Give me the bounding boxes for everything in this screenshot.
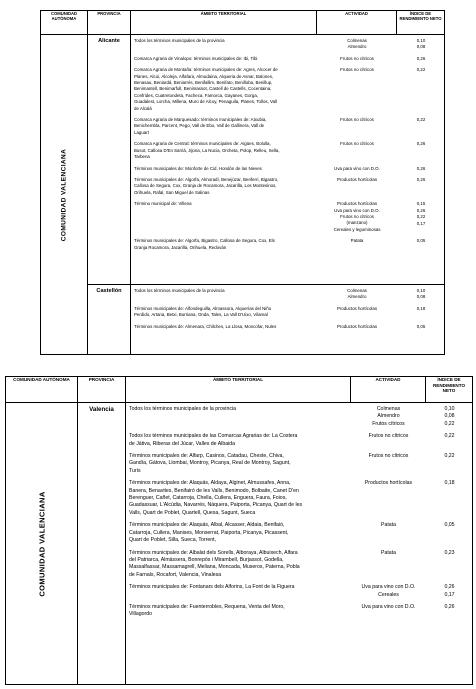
indice-value: 0,26	[444, 584, 455, 591]
act-cell	[351, 433, 426, 448]
act-cell	[317, 177, 397, 196]
ambito-text: Todos los términos municipales de la provincia	[134, 288, 225, 293]
actividad-text: Productos hortícolas	[336, 176, 378, 182]
idx-cell	[397, 324, 445, 330]
ambito-cell	[126, 453, 351, 475]
province-name: Castellón	[88, 285, 131, 355]
indice-value: 0,10	[416, 38, 426, 43]
act-cell	[317, 201, 397, 233]
ambito-cell	[126, 522, 351, 544]
indice-value: 0,26	[416, 55, 426, 61]
act-cell	[351, 406, 426, 428]
indice-value: 0,05	[416, 238, 426, 244]
actividad-text: (manzano)	[346, 220, 368, 226]
act-cell	[317, 238, 397, 251]
table-row	[126, 433, 472, 448]
actividad-text: Frutos no cítricos	[368, 453, 409, 460]
header-ccaa: COMUNIDAD AUTÓNOMA	[41, 11, 88, 35]
header-provincia: PROVINCIA	[88, 11, 131, 35]
ambito-text: Términos municipales de: Almenara, Chilches, La Llosa, Moncofar, Nules	[134, 323, 277, 329]
ambito-text: Laguart	[134, 129, 149, 135]
idx-cell	[397, 177, 445, 196]
act-cell	[317, 67, 397, 112]
table-row	[126, 453, 472, 475]
table-row	[131, 166, 444, 172]
header-provincia: PROVINCIA	[78, 377, 126, 403]
ambito-text: Comarca Agraria de Central: términos municipales de: Aigües, Bolulla,	[134, 141, 271, 147]
ambito-text: Términos municipales de: Alaquás, Aldaya, Alginet, Almussafes, Anna,	[129, 480, 291, 487]
table-row	[126, 584, 472, 599]
ambito-text: Benasau, Beniardá, Beniarrés, Benifallim, Benifato, Benilloba, Benillup,	[134, 80, 273, 86]
ambito-text: Villagordo	[129, 611, 152, 618]
indice-value: 0,22	[444, 420, 455, 427]
act-cell	[317, 306, 397, 319]
idx-cell	[426, 406, 473, 428]
indice-value: 0,26	[416, 165, 426, 171]
idx-cell	[426, 584, 473, 599]
actividad-text: Cereales	[378, 591, 399, 598]
entries-cell	[126, 403, 473, 685]
idx-cell	[397, 67, 445, 112]
actividad-text: Patata	[381, 522, 396, 529]
indice-value: 0,26	[444, 603, 455, 610]
indice-value: 0,05	[444, 522, 455, 529]
ambito-text: Términos municipales de: Algorfa, Bigastro, Callosa de Segura, Cox, Els	[134, 238, 275, 244]
idx-cell	[397, 238, 445, 251]
ambito-text: Perdido, Artana, Betxi, Burriana, Onda, Tales, La Vall D'Uixo, Vilareal	[134, 312, 268, 318]
actividad-text: Colmenas	[376, 406, 401, 412]
ambito-text: Términos municipales de: Monforte de Cid, Hondón de las Nieves	[134, 165, 262, 171]
indice-value: 0,22	[444, 453, 455, 460]
table-row	[131, 67, 444, 112]
ambito-text: Términos municipales de: Fontanars dels Alforins, La Font de la Figuera	[129, 584, 295, 591]
ambito-text: Términos municipales de: Alaquás, Albal, Alcasser, Aldaia, Benifaió,	[129, 522, 285, 529]
ambito-cell	[131, 166, 317, 172]
province-row-alicante	[41, 35, 445, 285]
ccaa-label: COMUNIDAD VALENCIANA	[37, 490, 46, 597]
table-row	[131, 306, 444, 319]
table-row	[126, 480, 472, 517]
act-cell	[351, 604, 426, 619]
province-row-valencia	[6, 403, 473, 685]
ambito-text: del Patriarca, Almàssera, Bonrepòs i Mirambell, Burjassot, Godella,	[129, 556, 284, 563]
actividad-text: Almendro	[377, 413, 400, 420]
table-row	[131, 38, 444, 51]
ccaa-cell	[6, 403, 78, 685]
ambito-text: Términos municipales de: Albalat dels Sorells, Alboraya, Albuixech, Alfara	[129, 549, 298, 556]
act-cell	[351, 453, 426, 475]
indice-value: 0,08	[416, 294, 426, 300]
ambito-text: Término municipal de: Villena	[134, 201, 192, 207]
actividad-text: Frutos no cítricos	[340, 117, 374, 123]
act-cell	[351, 522, 426, 544]
ambito-text: Todos los términos municipales de las Comarcas Agrarias de: La Costera	[129, 433, 298, 440]
actividad-text: Uva para vino con D.O.	[334, 165, 380, 171]
ambito-cell	[126, 480, 351, 517]
table-row	[131, 288, 444, 301]
actividad-text: Productos hortícolas	[364, 480, 413, 487]
header-actividad: ACTIVIDAD	[351, 377, 426, 403]
indice-value: 0,05	[416, 323, 426, 329]
actividad-text: Colmenas	[347, 38, 367, 43]
ambito-text: Términos municipales de: Algorfa, Almoradí, Benejúzar, Benferri, Bigastro,	[134, 176, 279, 182]
ambito-text: Callosa de Segura, Cox, Granja de Rocamora, Jacarilla, Los Montesinos,	[134, 183, 277, 189]
ambito-text: Benichembla, Parcent, Pego, Vall de Ebo, Vall de Gallinera, Vall de	[134, 123, 265, 129]
actividad-text: Patata	[381, 549, 396, 556]
act-cell	[317, 324, 397, 330]
ambito-cell	[126, 433, 351, 448]
ambito-text: de Farnals, Rocafort, Valencia, Vinalesa	[129, 571, 222, 578]
indice-value: 0,22	[416, 117, 426, 123]
ccaa-cell	[41, 35, 88, 355]
idx-cell	[397, 56, 445, 62]
act-cell	[351, 584, 426, 599]
entries-list	[131, 38, 444, 251]
indice-value: 0,18	[444, 480, 455, 487]
indice-value: 0,08	[416, 44, 426, 50]
actividad-text: Frutos no cítricos	[340, 67, 374, 73]
idx-cell	[397, 117, 445, 136]
actividad-text: Uva para vino con D.O.	[334, 207, 380, 213]
ambito-text: Orihuela, Rafal, San Miguel de Salinas	[134, 189, 210, 195]
ambito-cell	[126, 604, 351, 619]
province-name: Valencia	[78, 403, 126, 685]
act-cell	[317, 288, 397, 301]
ambito-cell	[131, 141, 317, 160]
indice-value: 0,18	[416, 305, 426, 311]
province-row-castellon	[41, 285, 445, 355]
indice-value: 0,10	[444, 406, 455, 412]
ambito-text: Comarca Agraria de Montaña: términos municipales de: Agres, Alcocer de	[134, 67, 278, 73]
actividad-text: Productos hortícolas	[336, 305, 378, 311]
ambito-cell	[131, 201, 317, 233]
indice-value: 0,26	[416, 141, 426, 147]
ambito-text: Benimantell, Benimarfull, Benimassot, Castell de Castells, Cocentaina,	[134, 86, 272, 92]
table-row	[126, 522, 472, 544]
header-ccaa: COMUNIDAD AUTÓNOMA	[6, 377, 78, 403]
ambito-text: Todos los términos municipales de la provincia	[129, 406, 236, 412]
idx-cell	[397, 166, 445, 172]
table-row	[131, 238, 444, 251]
indice-value: 0,23	[444, 549, 455, 556]
indice-value: 0,22	[416, 213, 426, 219]
act-cell	[351, 480, 426, 517]
idx-cell	[397, 306, 445, 319]
idx-cell	[397, 38, 445, 51]
ambito-text: Confrides, Cuatretondeta, Facheca, Famorca, Gayanes, Gorga,	[134, 92, 258, 98]
ambito-cell	[131, 67, 317, 112]
idx-cell	[426, 433, 473, 448]
ambito-cell	[131, 238, 317, 251]
table-row	[131, 324, 444, 330]
ccaa-label: COMUNIDAD VALENCIANA	[60, 148, 68, 241]
entries-cell	[131, 35, 445, 285]
ambito-text: Gandía, Gátova, Llombai, Montroy, Picanya, Real de Montroy, Sagunt,	[129, 460, 291, 467]
actividad-text: Cereales y leguminosas	[333, 226, 381, 232]
table-row	[131, 201, 444, 233]
actividad-text: Productos hortícolas	[336, 323, 378, 329]
indice-value: 0,22	[416, 67, 426, 73]
actividad-text: Almendro	[347, 44, 367, 50]
indice-value: 0,26	[416, 207, 426, 213]
ambito-cell	[131, 38, 317, 51]
act-cell	[317, 56, 397, 62]
table-row	[131, 117, 444, 136]
idx-cell	[426, 480, 473, 517]
entries-cell	[131, 285, 445, 355]
actividad-text: Frutos no cítricos	[368, 433, 409, 440]
table-row	[131, 141, 444, 160]
ambito-cell	[126, 584, 351, 599]
header-ambito: ÁMBITO TERRITORIAL	[126, 377, 351, 403]
act-cell	[317, 38, 397, 51]
indice-value: 0,26	[416, 176, 426, 182]
table-top	[40, 10, 445, 355]
ambito-text: Guadalest, Lorcha, Millena, Muro de Alcoy, Penaguila, Planes, Tollos, Vall	[134, 99, 278, 105]
actividad-text: Frutos no cítricos	[340, 141, 374, 147]
ambito-text: Busot, Callosa D'En Sarriá, Jijona, La Nucia, Orcheta, Polop, Relleu, Sella,	[134, 147, 280, 153]
header-row	[41, 11, 445, 35]
header-indice: ÍNDICE DE RENDIMIENTO NETO	[426, 377, 473, 403]
ambito-cell	[131, 117, 317, 136]
indice-value: 0,10	[416, 288, 426, 293]
actividad-text: Patata	[350, 238, 364, 244]
header-ambito: ÁMBITO TERRITORIAL	[131, 11, 317, 35]
indice-value: 0,17	[444, 591, 455, 598]
actividad-text: Frutos no cítricos	[340, 213, 374, 219]
table-row	[131, 177, 444, 196]
ambito-text: Todos los términos municipales de la provincia	[134, 38, 225, 43]
ambito-text: Términos municipales de: Alfarp, Casinos, Catadau, Cheste, Chiva,	[129, 453, 284, 460]
act-cell	[317, 166, 397, 172]
idx-cell	[426, 453, 473, 475]
act-cell	[351, 550, 426, 580]
table-row	[126, 406, 472, 428]
indice-value: 0,15	[416, 201, 426, 207]
province-name: Alicante	[88, 35, 131, 285]
actividad-text: Frutos cítricos	[372, 420, 405, 427]
table-bottom	[5, 376, 473, 685]
actividad-text: Frutos no cítricos	[340, 55, 374, 61]
ambito-text: Granja Rocamora, Jacarilla, Orihuela, Redován	[134, 244, 227, 250]
header-actividad: ACTIVIDAD	[317, 11, 397, 35]
idx-cell	[397, 201, 445, 233]
ambito-text: Catarroja, Cullera, Manises, Monserrat, Paiporta, Picanya, Picassent,	[129, 529, 289, 536]
ambito-cell	[131, 56, 317, 62]
ambito-text: Quart de Poblet, Silla, Sueca, Torrent,	[129, 537, 216, 544]
ambito-text: de Alcalá	[134, 105, 152, 111]
idx-cell	[426, 604, 473, 619]
ambito-text: Turís	[129, 467, 141, 474]
actividad-text: Almendro	[347, 294, 367, 300]
actividad-text: Productos hortícolas	[336, 201, 378, 207]
indice-value: 0,22	[444, 433, 455, 440]
ambito-cell	[131, 177, 317, 196]
ambito-text: Comarca Agraria de Vinalopo: términos municipales de: Ibi, Tibi	[134, 55, 258, 61]
idx-cell	[397, 141, 445, 160]
ambito-text: Planes, Alcoi, Alcoleja, Alfafara, Almudaina, Alqueria de Asnar, Balones,	[134, 73, 274, 79]
actividad-text: Uva para vino con D.O.	[361, 603, 416, 610]
header-row	[6, 377, 473, 403]
ambito-cell	[131, 288, 317, 301]
idx-cell	[397, 288, 445, 301]
ambito-cell	[126, 406, 351, 428]
ambito-text: Términos municipales de: Alfondeguilla, Almassora, Alquerías del Niño	[134, 305, 272, 311]
indice-value: 0,08	[444, 413, 455, 420]
ambito-text: Berenguer, Cañet, Catarroja, Chella, Cullera, Enguera, Faura, Foios,	[129, 495, 287, 502]
entries-list	[126, 406, 472, 619]
act-cell	[317, 141, 397, 160]
header-indice: ÍNDICE DE RENDIMIENTO NETO	[397, 11, 445, 35]
table-row	[131, 56, 444, 62]
ambito-text: Términos municipales de: Fuenterrobles, Requena, Venta del Moro,	[129, 603, 285, 610]
idx-cell	[426, 522, 473, 544]
ambito-text: Massalfassar, Massamagrell, Meliana, Moncada, Museros, Paterna, Pobla	[129, 564, 300, 571]
ambito-text: Valls, Quart de Poblet, Quartell, Quesa, Sagunt, Sueca	[129, 509, 256, 516]
act-cell	[317, 117, 397, 136]
table-row	[126, 550, 472, 580]
ambito-text: Banera, Benavites, Benifairó de les Valls, Benimodo, Bolbaite, Canet D'en	[129, 487, 299, 494]
actividad-text: Colmenas	[347, 288, 367, 293]
idx-cell	[426, 550, 473, 580]
actividad-text: Uva para vino con D.O.	[361, 584, 416, 591]
table-row	[126, 604, 472, 619]
ambito-cell	[126, 550, 351, 580]
ambito-text: Tarbena	[134, 154, 150, 160]
entries-list	[131, 288, 444, 330]
ambito-cell	[131, 306, 317, 319]
ambito-cell	[131, 324, 317, 330]
indice-value: 0,17	[416, 221, 426, 227]
ambito-text: Guadassuar, L'Alcúdia, Navarrés, Náquera, Paiporta, Picanya, Quart de les	[129, 502, 303, 509]
ambito-text: Comarca Agraria de Marquesado: términos municipales de: Atxubia,	[134, 117, 267, 123]
ambito-text: de Játiva, Riberas del Júcar, Valles de Albaida	[129, 440, 236, 447]
